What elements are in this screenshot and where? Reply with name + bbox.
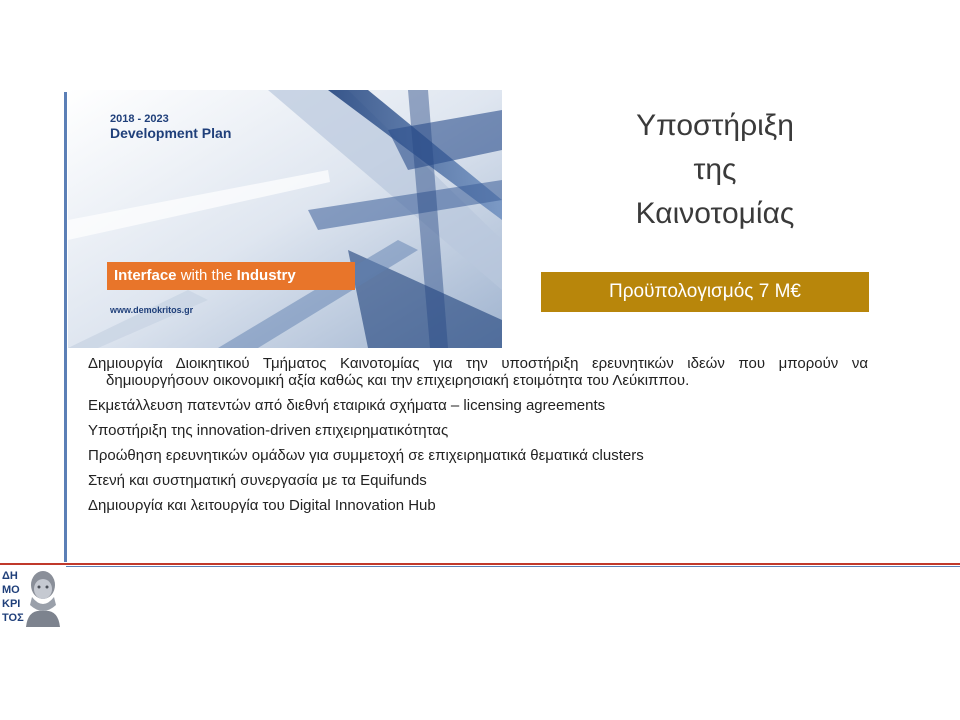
- slide-title: [580, 104, 850, 236]
- demokritos-logo: [0, 565, 66, 629]
- title-line-2: της: [693, 153, 737, 186]
- footer-rule-blue: [0, 566, 960, 567]
- title-line-3: Καινοτομίας: [635, 197, 795, 230]
- hero-url: www.demokritos.gr: [110, 305, 194, 315]
- hero-orange-band: [107, 262, 355, 290]
- budget-badge: Προϋπολογισμός 7 Μ€: [541, 272, 869, 312]
- hero-plan-title: Development Plan: [110, 125, 232, 141]
- bullet-item: Εκμετάλλευση πατεντών από διεθνή εταιρικά σχήματα – licensing agreements: [88, 397, 606, 414]
- bullet-item: Υποστήριξη της innovation-driven επιχειρηματικότητας: [88, 422, 449, 439]
- hero-band-word-interface: Interface: [114, 267, 177, 284]
- hero-band-word-with: with the: [176, 267, 237, 284]
- bullet-list: [88, 355, 868, 522]
- hero-band-word-industry: Industry: [236, 267, 296, 284]
- logo-text: ΔΗΜΟΚΡΙΤΟΣ: [2, 570, 24, 624]
- bullet-item: Δημιουργία Διοικητικού Τμήματος Καινοτομίας για την υποστήριξη ερευνητικών ιδεών που μπορούν να δημιουργήσουν οικονομική αξία καθώς και την επιχειρησιακή ετοιμότητα του Λεύκιππου.: [88, 355, 868, 389]
- bullet-item: Δημιουργία και λειτουργία του Digital Innovation Hub: [88, 497, 436, 514]
- bullet-item: Στενή και συστηματική συνεργασία με τα Equifunds: [88, 472, 427, 489]
- footer-rule-red: [0, 563, 960, 565]
- left-accent-line: [64, 92, 67, 562]
- hero-image: [68, 90, 502, 348]
- title-line-1: Υποστήριξη: [636, 109, 794, 142]
- hero-years: 2018 - 2023: [110, 113, 169, 125]
- bullet-item: Προώθηση ερευνητικών ομάδων για συμμετοχή σε επιχειρηματικά θεματικά clusters: [88, 447, 644, 464]
- bust-icon: [22, 567, 64, 627]
- hero-band-text: [114, 267, 296, 284]
